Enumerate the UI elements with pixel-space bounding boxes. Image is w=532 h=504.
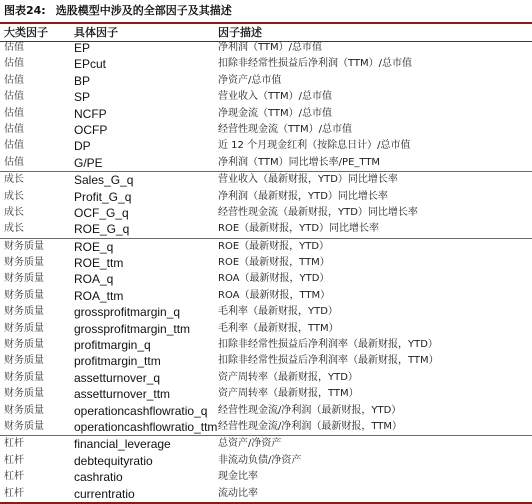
row-category: 杠杆	[4, 438, 24, 450]
row-description: 毛利率（最新财报，YTD）	[218, 306, 338, 318]
row-description: 扣除非经常性损益后净利润率（最新财报，YTD）	[218, 339, 438, 351]
row-description: ROE（最新财报，YTD）同比增长率	[218, 223, 380, 235]
table-row	[0, 288, 532, 304]
row-factor: Profit_G_q	[74, 189, 132, 204]
table-row	[0, 106, 532, 122]
row-category: 财务质量	[4, 371, 44, 383]
table-row	[0, 205, 532, 221]
row-description: 经营性现金流/净利润（最新财报，TTM）	[218, 420, 403, 432]
row-factor: OCF_G_q	[74, 205, 129, 220]
row-category: 杠杆	[4, 454, 24, 466]
table-row	[0, 56, 532, 72]
row-description: 经营性现金流（TTM）/总市值	[218, 123, 353, 135]
row-category: 财务质量	[4, 240, 44, 252]
row-description: 扣除非经常性损益后净利润率（最新财报，TTM）	[218, 355, 439, 367]
row-category: 财务质量	[4, 273, 44, 285]
table-row	[0, 73, 532, 89]
row-category: 估值	[4, 123, 24, 135]
table-row	[0, 321, 532, 337]
row-category: 财务质量	[4, 306, 44, 318]
row-factor: assetturnover_q	[74, 370, 161, 385]
row-description: 净利润（TTM）/总市值	[218, 42, 323, 53]
row-factor: assetturnover_ttm	[74, 387, 171, 402]
table-row	[0, 453, 532, 469]
row-description: 流动比率	[218, 487, 258, 499]
row-category: 成长	[4, 223, 24, 235]
row-category: 财务质量	[4, 289, 44, 301]
row-factor: G/PE	[74, 155, 103, 170]
row-factor: cashratio	[74, 470, 123, 485]
table-row	[0, 337, 532, 353]
row-factor: ROE_ttm	[74, 256, 124, 271]
row-category: 杠杆	[4, 471, 24, 483]
table-row	[0, 122, 532, 138]
row-factor: profitmargin_ttm	[74, 354, 161, 369]
table-row	[0, 138, 532, 154]
row-factor: financial_leverage	[74, 437, 171, 452]
table-row	[0, 486, 532, 504]
row-category: 财务质量	[4, 388, 44, 400]
header-factor: 具体因子	[74, 26, 118, 39]
table-row	[0, 419, 532, 436]
row-category: 成长	[4, 174, 24, 186]
table-row	[0, 255, 532, 271]
row-factor: ROA_ttm	[74, 288, 124, 303]
row-factor: grossprofitmargin_q	[74, 305, 181, 320]
row-factor: DP	[74, 139, 91, 154]
row-description: ROA（最新财报，YTD）	[218, 273, 330, 285]
table-row	[0, 271, 532, 287]
table-row	[0, 221, 532, 238]
row-factor: ROE_G_q	[74, 222, 130, 237]
row-description: 扣除非经常性损益后净利润（TTM）/总市值	[218, 58, 413, 70]
row-category: 财务质量	[4, 420, 44, 432]
row-factor: currentratio	[74, 486, 135, 501]
row-factor: operationcashflowratio_q	[74, 403, 208, 418]
row-factor: operationcashflowratio_ttm	[74, 419, 218, 434]
row-description: 营业收入（TTM）/总市值	[218, 91, 333, 103]
table-row	[0, 386, 532, 402]
row-category: 估值	[4, 42, 24, 53]
row-category: 成长	[4, 206, 24, 218]
row-factor: EPcut	[74, 57, 107, 72]
table-row	[0, 172, 532, 188]
row-description: 净利润（最新财报，YTD）同比增长率	[218, 190, 388, 202]
row-factor: profitmargin_q	[74, 338, 151, 353]
row-description: 营业收入（最新财报，YTD）同比增长率	[218, 174, 398, 186]
row-description: 经营性现金流（最新财报，YTD）同比增长率	[218, 206, 418, 218]
caption-title: 选股模型中涉及的全部因子及其描述	[55, 4, 232, 17]
row-category: 估值	[4, 91, 24, 103]
row-description: 现金比率	[218, 471, 258, 483]
row-description: 经营性现金流/净利润（最新财报，YTD）	[218, 404, 402, 416]
table-row	[0, 40, 532, 56]
row-description: ROE（最新财报，YTD）	[218, 240, 330, 252]
row-category: 财务质量	[4, 257, 44, 269]
row-category: 杠杆	[4, 487, 24, 499]
row-factor: BP	[74, 73, 91, 88]
row-category: 财务质量	[4, 355, 44, 367]
caption-label: 图表24:	[4, 4, 46, 17]
row-factor: NCFP	[74, 106, 107, 121]
table-row	[0, 370, 532, 386]
header-category: 大类因子	[4, 26, 48, 39]
row-factor: grossprofitmargin_ttm	[74, 321, 191, 336]
row-category: 估值	[4, 107, 24, 119]
row-category: 估值	[4, 156, 24, 168]
row-factor: ROE_q	[74, 239, 114, 254]
row-description: 资产周转率（最新财报，YTD）	[218, 371, 358, 383]
row-factor: SP	[74, 90, 91, 105]
row-description: 总资产/净资产	[218, 438, 282, 450]
row-description: ROE（最新财报，TTM）	[218, 257, 330, 269]
row-description: 净资产/总市值	[218, 74, 282, 86]
table-row	[0, 353, 532, 369]
table-header	[0, 22, 532, 42]
table-row	[0, 469, 532, 485]
table-caption	[4, 3, 232, 19]
row-factor: debtequityratio	[74, 453, 153, 468]
row-factor: OCFP	[74, 122, 108, 137]
table-row	[0, 239, 532, 255]
row-description: ROA（最新财报，TTM）	[218, 289, 331, 301]
row-category: 成长	[4, 190, 24, 202]
table-row	[0, 89, 532, 105]
row-category: 财务质量	[4, 322, 44, 334]
row-category: 财务质量	[4, 404, 44, 416]
row-factor: ROA_q	[74, 272, 114, 287]
row-category: 估值	[4, 58, 24, 70]
row-category: 财务质量	[4, 339, 44, 351]
row-description: 近 12 个月现金红利（按除息日计）/总市值	[218, 140, 411, 152]
row-factor: EP	[74, 41, 91, 55]
row-description: 净现金流（TTM）/总市值	[218, 107, 333, 119]
row-category: 估值	[4, 140, 24, 152]
table-row	[0, 304, 532, 320]
row-category: 估值	[4, 74, 24, 86]
table-row	[0, 403, 532, 419]
row-description: 资产周转率（最新财报，TTM）	[218, 388, 359, 400]
table-row	[0, 436, 532, 452]
table-row	[0, 155, 532, 172]
row-description: 毛利率（最新财报，TTM）	[218, 322, 339, 334]
row-description: 非流动负债/净资产	[218, 454, 302, 466]
row-description: 净利润（TTM）同比增长率/PE_TTM	[218, 156, 381, 168]
row-factor: Sales_G_q	[74, 173, 134, 188]
header-description: 因子描述	[218, 26, 262, 39]
table-body	[0, 40, 532, 504]
table-row	[0, 189, 532, 205]
